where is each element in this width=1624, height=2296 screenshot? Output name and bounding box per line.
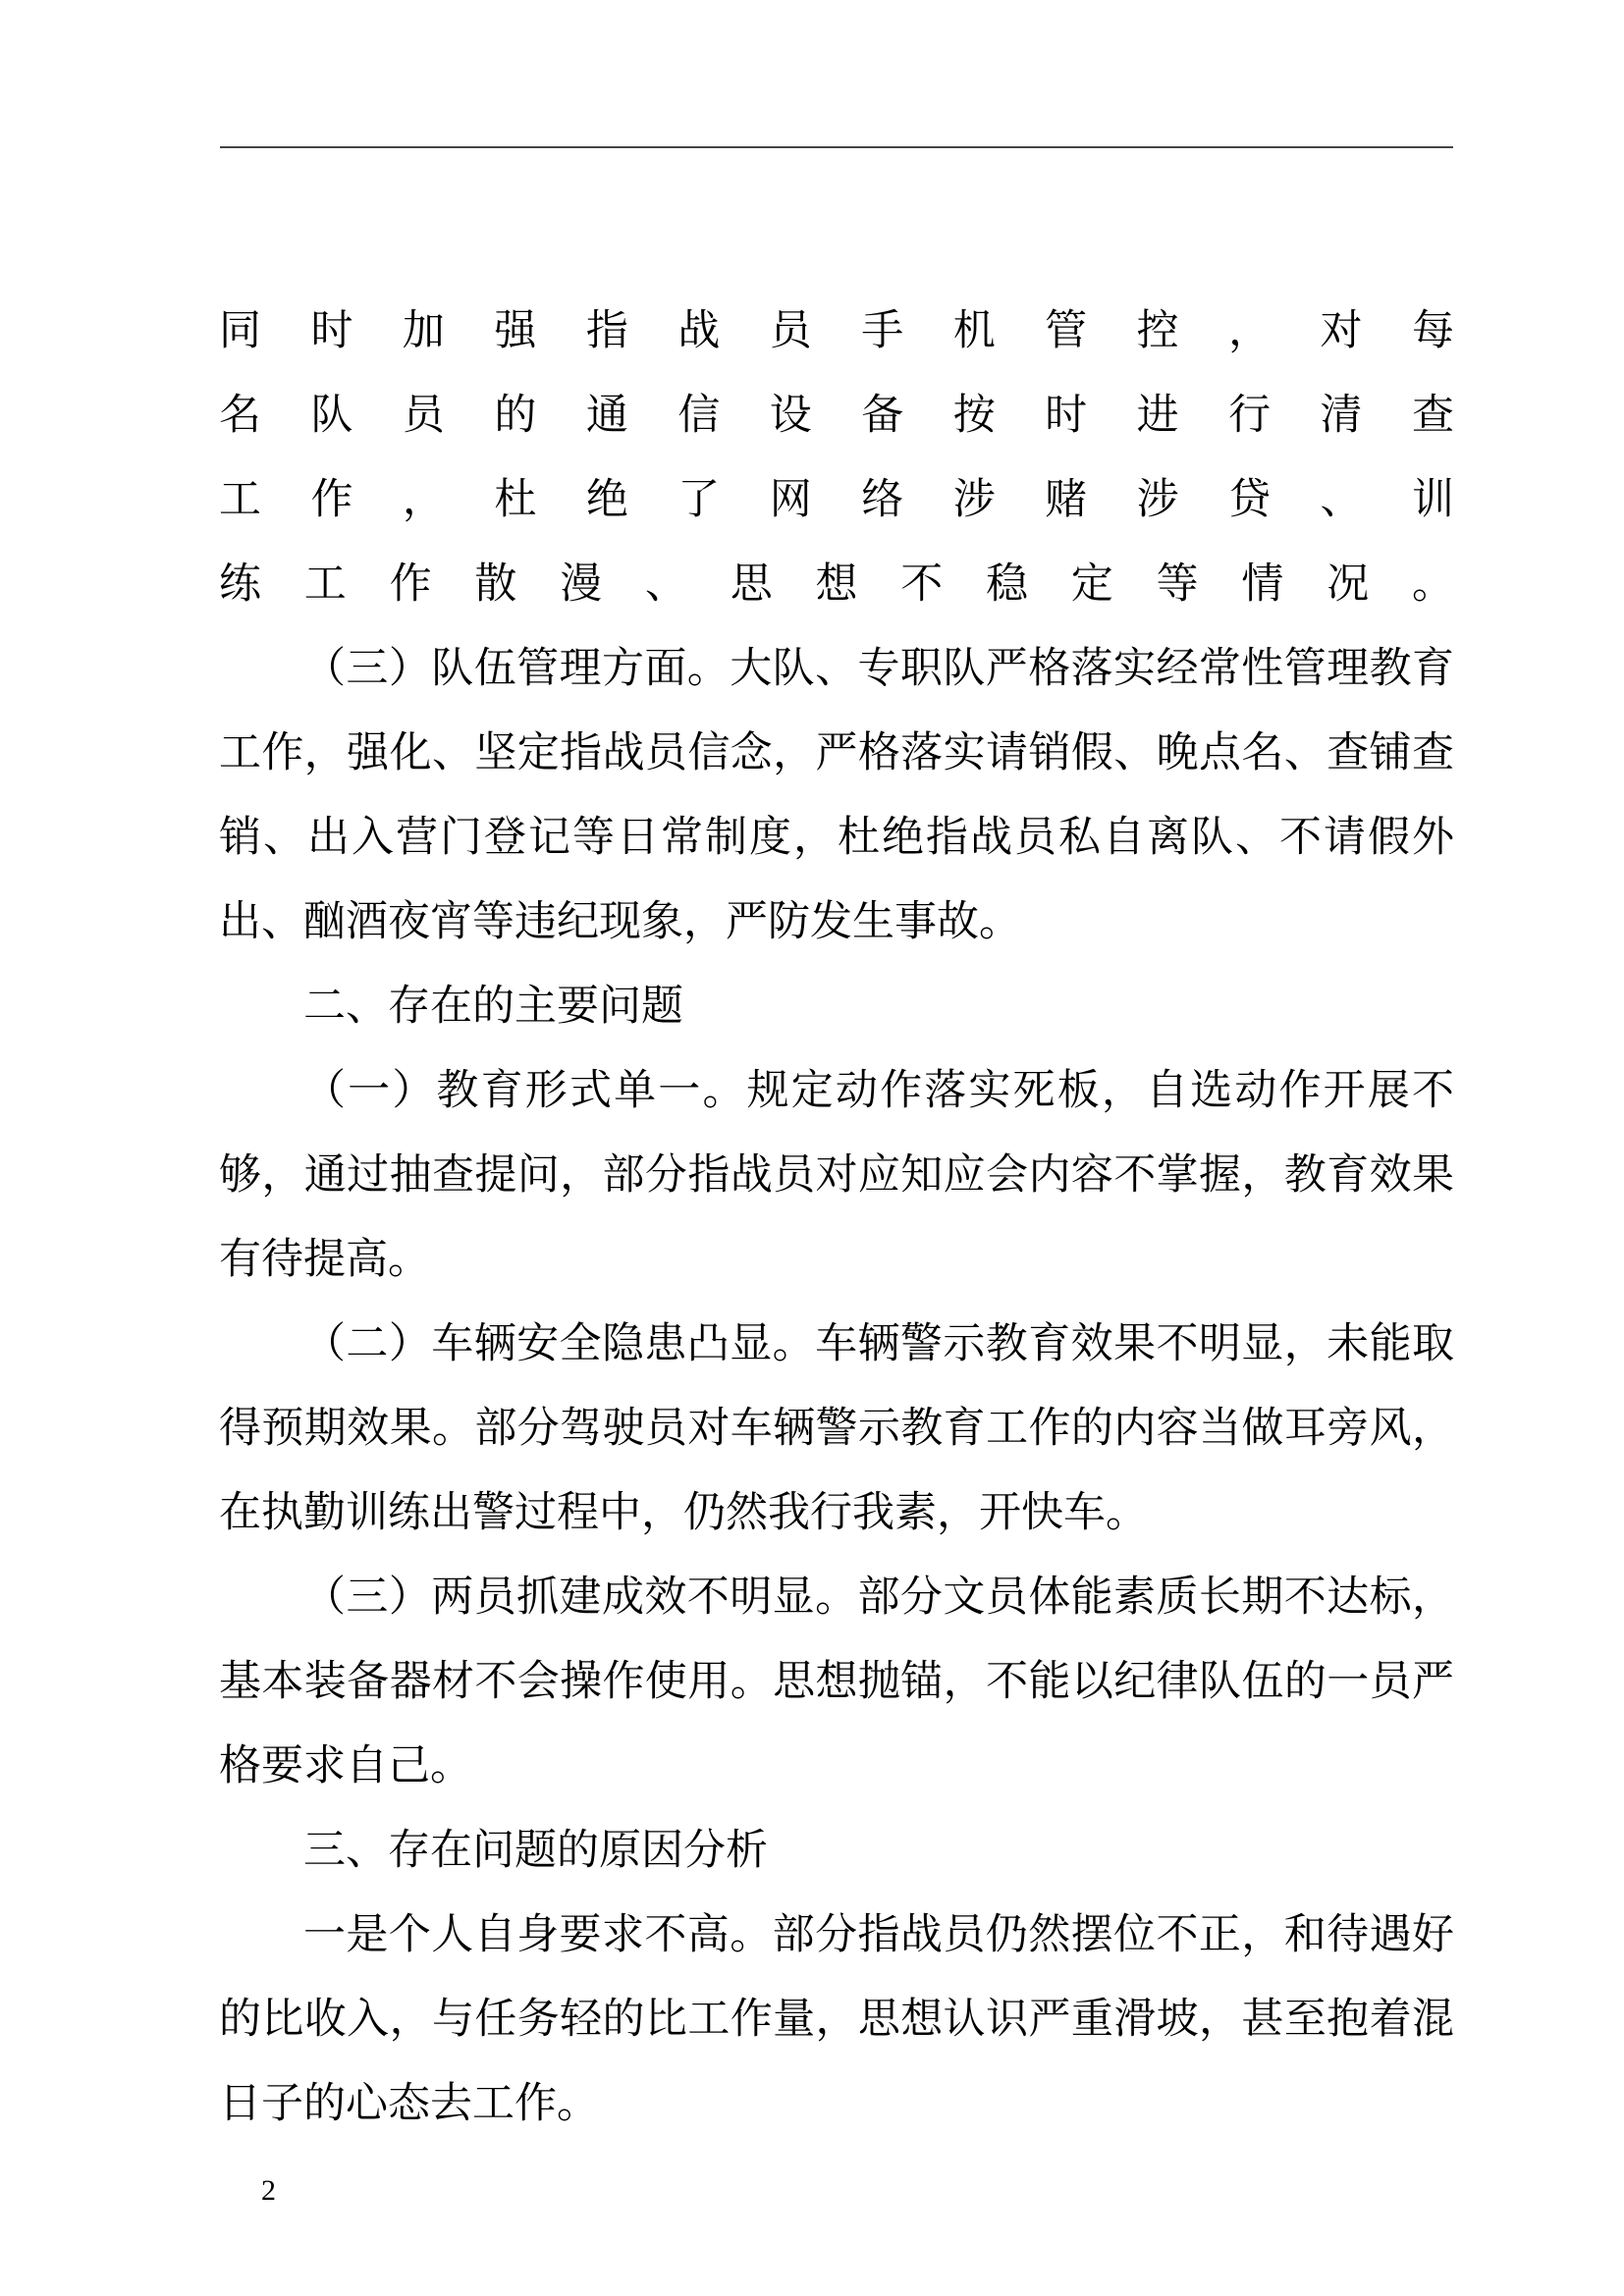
paragraph-vehicle-safety: （二）车辆安全隐患凸显。车辆警示教育效果不明显，未能取得预期效果。部分驾驶员对车辆警示教育工作的内容当做耳旁风，在执勤训练出警过程中，仍然我行我素，开快车。: [219, 1321, 1454, 1536]
paragraph-team-management: （三）队伍管理方面。大队、专职队严格落实经常性管理教育工作，强化、坚定指战员信念，严格落实请销假、晚点名、查铺查销、出入营门登记等日常制度，杜绝指战员私自离队、不请假外出、酗酒夜宵等违纪现象，严防发生事故。: [219, 646, 1454, 945]
text-line: 名队员的通信设备按时进行清查: [219, 393, 1454, 439]
header-divider: [220, 146, 1453, 148]
page-number: 2: [261, 2174, 276, 2207]
paragraph-education-form: （一）教育形式单一。规定动作落实死板，自选动作开展不够，通过抽查提问，部分指战员对应知应会内容不掌握，教育效果有待提高。: [219, 1068, 1454, 1283]
section-heading-main-problems: 二、存在的主要问题: [303, 984, 683, 1030]
section-heading-cause-analysis: 三、存在问题的原因分析: [303, 1828, 768, 1874]
document-body: [219, 290, 1454, 2147]
text-line: 同时加强指战员手机管控，对每: [219, 308, 1454, 354]
paragraph-two-staff: （三）两员抓建成效不明显。部分文员体能素质长期不达标，基本装备器材不会操作使用。思想抛锚，不能以纪律队伍的一员严格要求自己。: [219, 1575, 1454, 1789]
text-line: 工作，杜绝了网络涉赌涉贷、训: [219, 477, 1454, 523]
paragraph-personal-requirement: 一是个人自身要求不高。部分指战员仍然摆位不正，和待遇好的比收入，与任务轻的比工作量，思想认识严重滑坡，甚至抱着混日子的心态去工作。: [219, 1912, 1454, 2127]
text-line: 练工作散漫、思想不稳定等情况。: [219, 561, 1454, 608]
distributed-paragraph: [219, 290, 1454, 627]
